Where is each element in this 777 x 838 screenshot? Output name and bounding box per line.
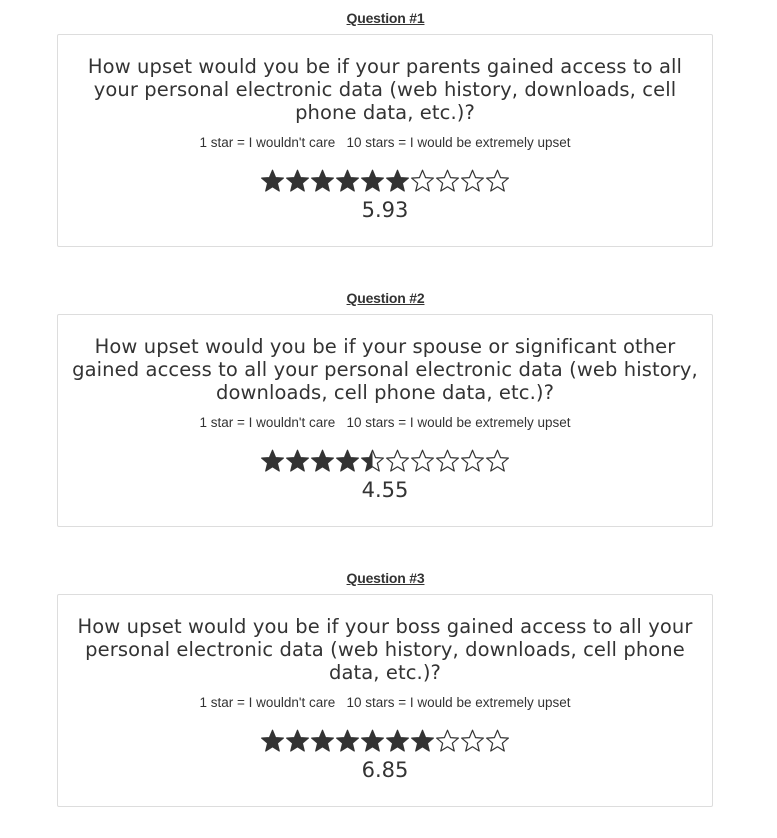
star-filled-icon <box>360 728 385 754</box>
scale-legend: 1 star = I wouldn't care 10 stars = I would be extremely upset <box>199 415 571 430</box>
star-outline-icon <box>460 168 485 194</box>
star-filled-icon <box>285 448 310 474</box>
question-card <box>57 34 713 247</box>
star-filled-icon <box>335 728 360 754</box>
star-filled-icon <box>260 168 285 194</box>
star-filled-icon <box>285 168 310 194</box>
star-outline-icon <box>435 168 460 194</box>
star-outline-icon <box>460 728 485 754</box>
average-rating-value: 6.85 <box>361 758 409 782</box>
question-text: How upset would you be if your boss gained access to all your personal electronic data (web history, downloads, cell phone data, etc.)? <box>77 615 693 684</box>
star-filled-icon <box>260 448 285 474</box>
star-filled-icon <box>285 728 310 754</box>
star-filled-icon <box>335 168 360 194</box>
average-rating-value: 4.55 <box>361 478 409 502</box>
star-filled-icon <box>360 168 385 194</box>
question-text: How upset would you be if your parents gained access to all your personal electronic data (web history, downloads, cell phone data, etc.)? <box>87 55 683 124</box>
star-filled-icon <box>260 728 285 754</box>
star-filled-icon <box>310 728 335 754</box>
question-heading: Question #3 <box>346 570 425 586</box>
star-filled-icon <box>385 728 410 754</box>
star-rating <box>58 448 712 474</box>
scale-legend: 1 star = I wouldn't care 10 stars = I would be extremely upset <box>199 695 571 710</box>
star-half-icon <box>360 448 385 474</box>
star-outline-icon <box>435 448 460 474</box>
star-filled-icon <box>310 448 335 474</box>
star-filled-icon <box>385 168 410 194</box>
star-rating <box>58 728 712 754</box>
star-outline-icon <box>485 728 510 754</box>
star-rating <box>58 168 712 194</box>
scale-legend: 1 star = I wouldn't care 10 stars = I would be extremely upset <box>199 135 571 150</box>
star-outline-icon <box>460 448 485 474</box>
star-outline-icon <box>485 448 510 474</box>
star-outline-icon <box>385 448 410 474</box>
question-heading: Question #1 <box>346 10 425 26</box>
question-text: How upset would you be if your spouse or significant other gained access to all your personal electronic data (web history, downloads, cell phone data, etc.)? <box>72 335 698 404</box>
star-filled-icon <box>310 168 335 194</box>
star-outline-icon <box>410 168 435 194</box>
star-outline-icon <box>410 448 435 474</box>
average-rating-value: 5.93 <box>361 198 409 222</box>
star-filled-icon <box>335 448 360 474</box>
star-outline-icon <box>485 168 510 194</box>
star-outline-icon <box>435 728 460 754</box>
question-heading: Question #2 <box>346 290 425 306</box>
question-card <box>57 594 713 807</box>
star-filled-icon <box>410 728 435 754</box>
question-card <box>57 314 713 527</box>
